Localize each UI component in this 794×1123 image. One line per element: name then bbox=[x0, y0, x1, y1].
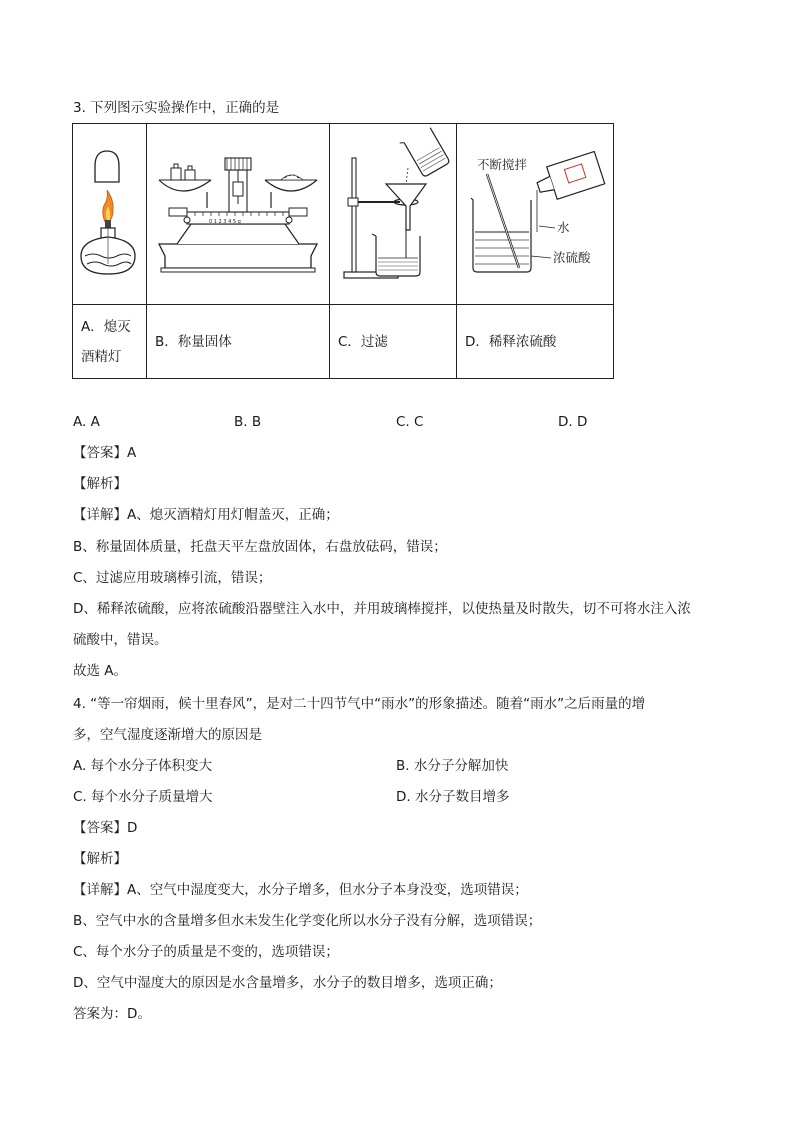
figure-a-label-line2: 酒精灯 bbox=[81, 348, 122, 365]
figure-b-cell bbox=[147, 124, 330, 305]
figure-d-cell bbox=[457, 124, 614, 305]
q4-stem-line-1: 4. “等一帘烟雨，候十里春风”，是对二十四节气中“雨水”的形象描述。随着“雨水”之后雨量的增 bbox=[73, 696, 646, 712]
figure-c-cell bbox=[330, 124, 457, 305]
q3-figure-table bbox=[72, 123, 614, 379]
alcohol-lamp-figure bbox=[73, 124, 146, 300]
q4-answer: 【答案】D bbox=[73, 820, 138, 836]
q4-option-a: A. 每个水分子体积变大 bbox=[73, 758, 213, 774]
q3-detail-line-4: D、稀释浓硫酸，应将浓硫酸沿器壁注入水中，并用玻璃棒搅拌，以使热量及时散失，切不可将水注入浓 bbox=[73, 601, 691, 617]
q3-option-c: C. C bbox=[396, 414, 424, 430]
q3-detail-line-3: C、过滤应用玻璃棒引流，错误； bbox=[73, 570, 272, 586]
q3-detail-line-5: 硫酸中，错误。 bbox=[73, 632, 168, 648]
q3-option-d: D. D bbox=[558, 414, 588, 430]
figure-a-label bbox=[73, 305, 147, 379]
q4-detail-line-2: B、空气中水的含量增多但水未发生化学变化所以水分子没有分解，选项错误； bbox=[73, 913, 542, 929]
figure-label-acid: 浓硫酸 bbox=[553, 250, 591, 265]
q3-analysis-tag: 【解析】 bbox=[73, 476, 127, 492]
balance-figure bbox=[147, 124, 329, 300]
q4-detail-line-4: D、空气中湿度大的原因是水含量增多，水分子的数目增多，选项正确； bbox=[73, 975, 502, 991]
q3-detail-line-6: 故选 A。 bbox=[73, 663, 128, 679]
q4-detail-line-5: 答案为：D。 bbox=[73, 1006, 151, 1022]
q4-detail-line-3: C、每个水分子的质量是不变的，选项错误； bbox=[73, 944, 339, 960]
svg-text:0 1 2 3 4 5 g: 0 1 2 3 4 5 g bbox=[209, 219, 241, 225]
dilution-figure bbox=[457, 124, 613, 300]
figure-c-label: C．过滤 bbox=[330, 305, 457, 379]
q3-answer: 【答案】A bbox=[73, 445, 137, 461]
figure-b-label: B．称量固体 bbox=[147, 305, 330, 379]
q3-option-a: A. A bbox=[73, 414, 100, 430]
filtration-figure bbox=[330, 124, 456, 300]
figure-d-label: D．稀释浓硫酸 bbox=[457, 305, 614, 379]
figure-label-water: 水 bbox=[557, 220, 570, 235]
q3-option-b: B. B bbox=[234, 414, 262, 430]
figure-label-stir: 不断搅拌 bbox=[477, 157, 528, 172]
q3-detail-line-1: 【详解】A、熄灭酒精灯用灯帽盖灭，正确； bbox=[73, 507, 339, 523]
q4-detail-line-1: 【详解】A、空气中湿度变大，水分子增多，但水分子本身没变，选项错误； bbox=[73, 882, 528, 898]
q4-option-d: D. 水分子数目增多 bbox=[396, 789, 510, 805]
q4-option-b: B. 水分子分解加快 bbox=[396, 758, 509, 774]
q4-option-c: C. 每个水分子质量增大 bbox=[73, 789, 213, 805]
q4-analysis-tag: 【解析】 bbox=[73, 851, 127, 867]
q3-detail-line-2: B、称量固体质量，托盘天平左盘放固体，右盘放砝码，错误； bbox=[73, 539, 447, 555]
figure-a-cell bbox=[73, 124, 147, 305]
q4-stem-line-2: 多，空气湿度逐渐增大的原因是 bbox=[73, 727, 262, 743]
figure-a-label-line1: A．熄灭 bbox=[81, 318, 131, 335]
q3-stem: 3. 下列图示实验操作中，正确的是 bbox=[73, 100, 280, 116]
